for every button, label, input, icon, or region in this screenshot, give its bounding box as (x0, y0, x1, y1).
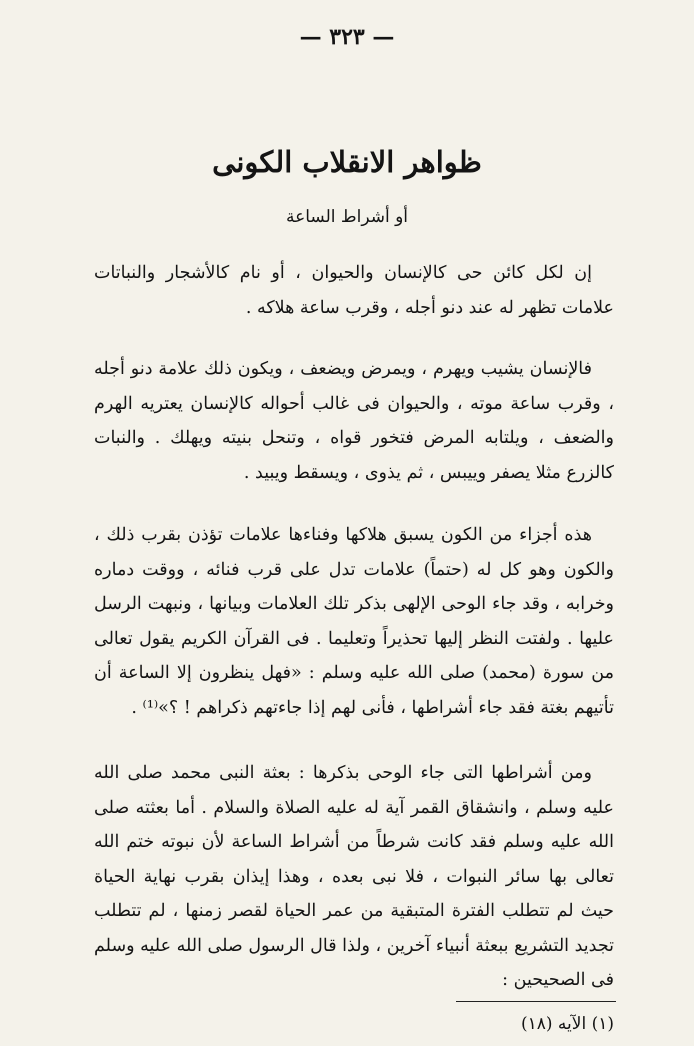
chapter-subtitle: أو أشراط الساعة (285, 207, 409, 227)
paragraph-1: إن لكل كائن حى كالإنسان والحيوان ، أو نام كالأشجار والنباتات علامات تظهر له عند دنو أجله ، وقرب ساعة هلاكه . (94, 263, 614, 318)
paragraph-2: فالإنسان يشيب ويهرم ، ويمرض ويضعف ، ويكون ذلك علامة دنو أجله ، وقرب ساعة موته ، والحيوان فى غالب أحواله كالإنسان يعتريه الهرم والضعف ، ويلتابه المرض فتخور قواه ، وتنحل بنيته ويهلك . والنبات كالزرع مثلا يصفر وييبس ، ثم يذوى ، ويسقط ويبيد . (94, 359, 614, 483)
paragraph-4: ومن أشراطها التى جاء الوحى بذكرها : بعثة النبى محمد صلى الله عليه وسلم ، وانشقاق القمر آية له عليه الصلاة والسلام . أما بعثته صلى الله عليه وسلم فقد كانت شرطاً من أشراط الساعة لأن نبوته ختم الله تعالى بها سائر النبوات ، فلا نبى بعده ، وهذا إيذان بقرب نهاية الحياة حيث لم تتطلب الفترة المتبقية من عمر الحياة لقصر زمنها ، لم تتطلب تجديد التشريع ببعثة أنبياء آخرين ، ولذا قال الرسول صلى الله عليه وسلم فى الصحيحين : (94, 763, 614, 990)
chapter-title: ظواهر الانقلاب الكونى (212, 145, 482, 179)
page-number: — ٣٢٣ — (299, 24, 395, 50)
paragraph-3: هذه أجزاء من الكون يسبق هلاكها وفناءها علامات تؤذن بقرب ذلك ، والكون وهو كل له (حتماً) علامات تدل على قرب فنائه ، ووقت دماره وخرابه ، وقد جاء الوحى الإلهى بذكر تلك العلامات وبيانها ، ونبهت الرسل عليها . ولفتت النظر إليها تحذيراً وتعليما . فى القرآن الكريم يقول تعالى من سورة (محمد) صلى الله عليه وسلم : «فهل ينظرون إلا الساعة أن تأتيهم بغتة فقد جاء أشراطها ، فأنى لهم إذا جاءتهم ذكراهم ! ؟»⁽¹⁾ . (94, 525, 614, 718)
footnote-divider (456, 1001, 616, 1002)
footnote: (١) الآيه (١٨) (520, 1014, 614, 1034)
